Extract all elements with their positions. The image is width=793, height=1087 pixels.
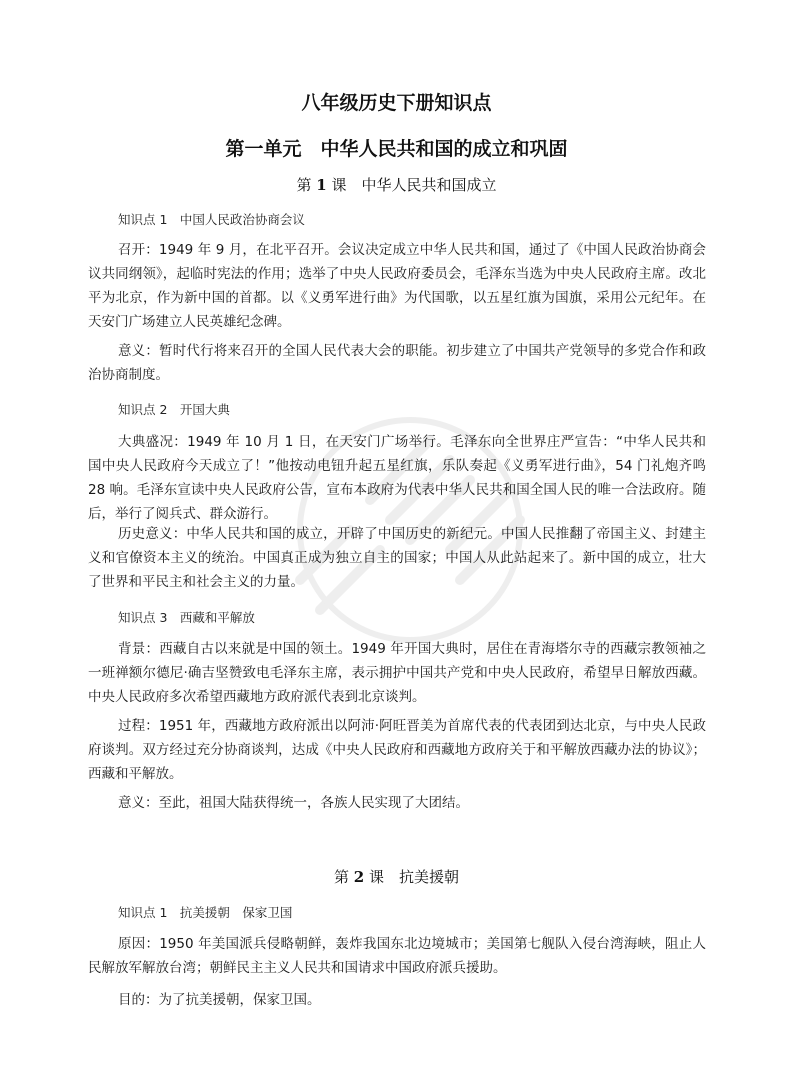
document-title: 八年级历史下册知识点 (301, 92, 492, 114)
paragraph: 原因：1950 年美国派兵侵略朝鲜，轰炸我国东北边境城市；美国第七舰队入侵台湾海峡，阻止人民解放军解放台湾；朝鲜民主主义人民共和国请求中国政府派兵援助。 (88, 936, 706, 976)
lesson-2-name: 课 抗美援朝 (369, 868, 460, 886)
paragraph: 过程：1951 年，西藏地方政府派出以阿沛·阿旺晋美为首席代表的代表团到达北京，与中央人民政府谈判。双方经过充分协商谈判，达成《中央人民政府和西藏地方政府关于和平解放西藏办法的协议》；西藏和平解放。 (88, 718, 706, 782)
lesson-1-heading (0, 174, 793, 195)
knowledge-point-heading: 知识点 1 中国人民政治协商会议 (118, 212, 305, 227)
lesson-2-heading (0, 866, 793, 887)
lesson-2-number: 2 (353, 868, 365, 886)
paragraph: 目的：为了抗美援朝，保家卫国。 (118, 992, 321, 1008)
lesson-1-name: 课 中华人民共和国成立 (331, 176, 497, 194)
paragraph: 大典盛况：1949 年 10 月 1 日，在天安门广场举行。毛泽东向全世界庄严宣告：“中华人民共和国中央人民政府今天成立了！”他按动电钮升起五星红旗，乐队奏起《义勇军进行曲》，54 门礼炮齐鸣 28 响。毛泽东宣读中央人民政府公告，宣布本政府为代表中华人民共和国全国人民的唯一合法政府。随后，举行了阅兵式、群众游行。 (88, 434, 706, 522)
paragraph: 背景：西藏自古以来就是中国的领土。1949 年开国大典时，居住在青海塔尔寺的西藏宗教领袖之一班禅额尔德尼·确吉坚赞致电毛泽东主席，表示拥护中国共产党和中央人民政府，希望早日解放西藏。中央人民政府多次希望西藏地方政府派代表到北京谈判。 (88, 641, 706, 705)
paragraph: 意义：至此，祖国大陆获得统一，各族人民实现了大团结。 (118, 795, 469, 811)
lesson-2-prefix: 第 (333, 868, 349, 886)
paragraph: 历史意义：中华人民共和国的成立，开辟了中国历史的新纪元。中国人民推翻了帝国主义、封建主义和官僚资本主义的统治。中国真正成为独立自主的国家；中国人从此站起来了。新中国的成立，壮大了世界和平民主和社会主义的力量。 (88, 526, 706, 590)
knowledge-point-heading: 知识点 2 开国大典 (118, 402, 230, 417)
knowledge-point-heading: 知识点 3 西藏和平解放 (118, 610, 255, 625)
unit-title: 第一单元 中华人民共和国的成立和巩固 (225, 138, 568, 160)
paragraph: 意义：暂时代行将来召开的全国人民代表大会的职能。初步建立了中国共产党领导的多党合作和政治协商制度。 (88, 343, 706, 383)
paragraph: 召开：1949 年 9 月，在北平召开。会议决定成立中华人民共和国，通过了《中国人民政治协商会议共同纲领》，起临时宪法的作用；选举了中央人民政府委员会，毛泽东当选为中央人民政府主席。改北平为北京，作为新中国的首都。以《义勇军进行曲》为代国歌，以五星红旗为国旗，采用公元纪年。在天安门广场建立人民英雄纪念碑。 (88, 242, 706, 330)
lesson-1-prefix: 第 (296, 176, 312, 194)
knowledge-point-heading: 知识点 1 抗美援朝 保家卫国 (118, 905, 293, 920)
lesson-1-number: 1 (316, 176, 327, 194)
